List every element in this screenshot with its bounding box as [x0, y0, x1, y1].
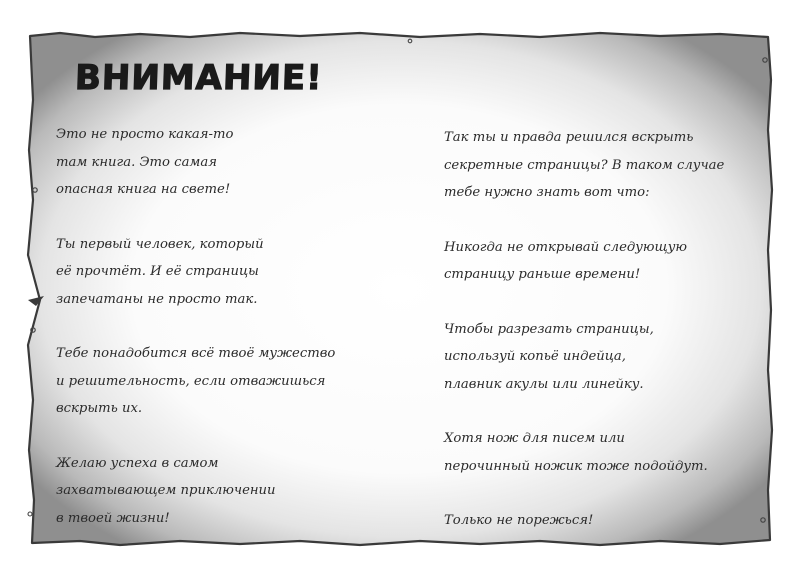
- paragraph: [56, 121, 376, 204]
- paragraph: [56, 450, 376, 533]
- paragraph: [444, 124, 764, 207]
- text-line: Только не порежься!: [444, 513, 594, 528]
- paragraph: [444, 425, 764, 480]
- right-column: [444, 124, 764, 562]
- page-title: ВНИМАНИЕ!: [74, 58, 324, 98]
- text-line: перочинный ножик тоже подойдут.: [444, 458, 708, 474]
- text-line: Чтобы разрезать страницы,: [444, 321, 654, 337]
- left-column: [56, 121, 376, 559]
- text-line: Никогда не открывай следующую: [444, 239, 687, 255]
- text-line: Это не просто какая-то: [56, 127, 234, 142]
- text-line: Ты первый человек, который: [56, 236, 264, 252]
- text-line: вскрыть их.: [56, 401, 143, 416]
- text-line: плавник акулы или линейку.: [444, 376, 644, 392]
- paragraph: [444, 507, 764, 535]
- text-line: её прочтёт. И её страницы: [56, 264, 259, 279]
- text-line: Тебе понадобится всё твоё мужество: [56, 346, 336, 361]
- text-line: запечатаны не просто так.: [56, 291, 258, 307]
- text-line: в твоей жизни!: [56, 510, 170, 526]
- text-line: тебе нужно знать вот что:: [444, 185, 650, 200]
- text-line: и решительность, если отважишься: [56, 373, 326, 389]
- text-line: используй копьё индейца,: [444, 349, 626, 364]
- paragraph: [444, 234, 764, 289]
- text-line: там книга. Это самая: [56, 154, 217, 170]
- paragraph: [56, 340, 376, 423]
- text-line: секретные страницы? В таком случае: [444, 157, 725, 173]
- text-line: страницу раньше времени!: [444, 267, 641, 282]
- text-line: опасная книга на свете!: [56, 182, 231, 197]
- paragraph: [56, 231, 376, 314]
- text-line: Желаю успеха в самом: [56, 455, 219, 471]
- text-line: Хотя нож для писем или: [444, 431, 625, 446]
- paragraph: [444, 316, 764, 399]
- text-line: захватывающем приключении: [56, 483, 276, 498]
- text-line: Так ты и правда решился вскрыть: [444, 130, 694, 145]
